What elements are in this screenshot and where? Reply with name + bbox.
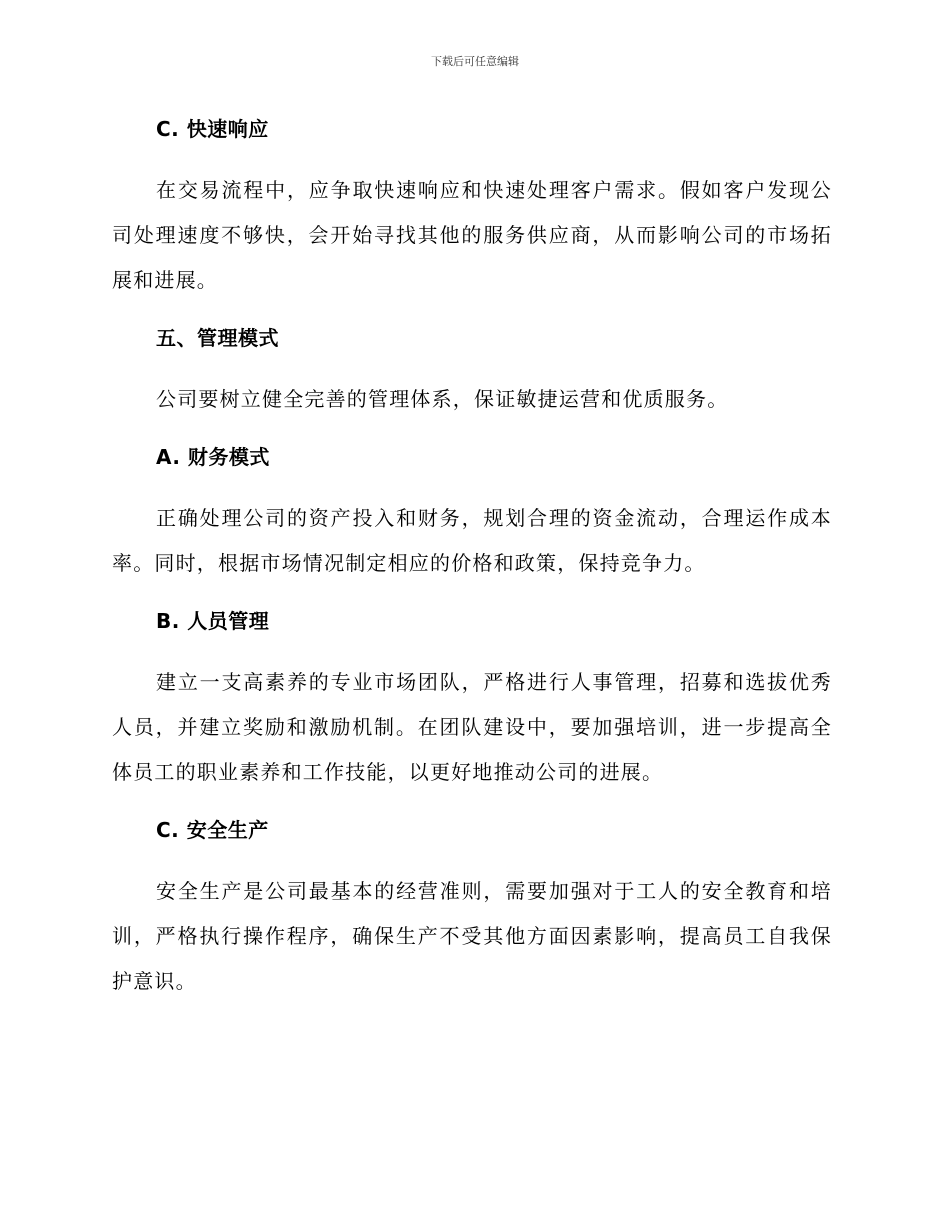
section-paragraph-finance: 正确处理公司的资产投入和财务，规划合理的资金流动，合理运作成本率。同时，根据市场情况制定相应的价格和政策，保持竞争力。 [112, 506, 832, 575]
document-body [112, 112, 832, 1004]
section-paragraph-safety: 安全生产是公司最基本的经营准则，需要加强对于工人的安全教育和培训，严格执行操作程序，确保生产不受其他方面因素影响，提高员工自我保护意识。 [112, 879, 832, 993]
section-heading-personnel: B. 人员管理 [156, 609, 270, 633]
section-heading-finance: A. 财务模式 [156, 445, 270, 469]
section-heading-fast-response: C. 快速响应 [156, 117, 269, 141]
page-header-note: 下载后可任意编辑 [431, 55, 519, 68]
section-heading-management-model: 五、管理模式 [156, 326, 279, 350]
section-paragraph-management-model: 公司要树立健全完善的管理体系，保证敏捷运营和优质服务。 [156, 387, 729, 411]
section-heading-safety: C. 安全生产 [156, 818, 269, 842]
section-paragraph-fast-response: 在交易流程中，应争取快速响应和快速处理客户需求。假如客户发现公司处理速度不够快，会开始寻找其他的服务供应商，从而影响公司的市场拓展和进展。 [112, 178, 832, 292]
section-paragraph-personnel: 建立一支高素养的专业市场团队，严格进行人事管理，招募和选拔优秀人员，并建立奖励和激励机制。在团队建设中，要加强培训，进一步提高全体员工的职业素养和工作技能，以更好地推动公司的进展。 [112, 670, 832, 784]
